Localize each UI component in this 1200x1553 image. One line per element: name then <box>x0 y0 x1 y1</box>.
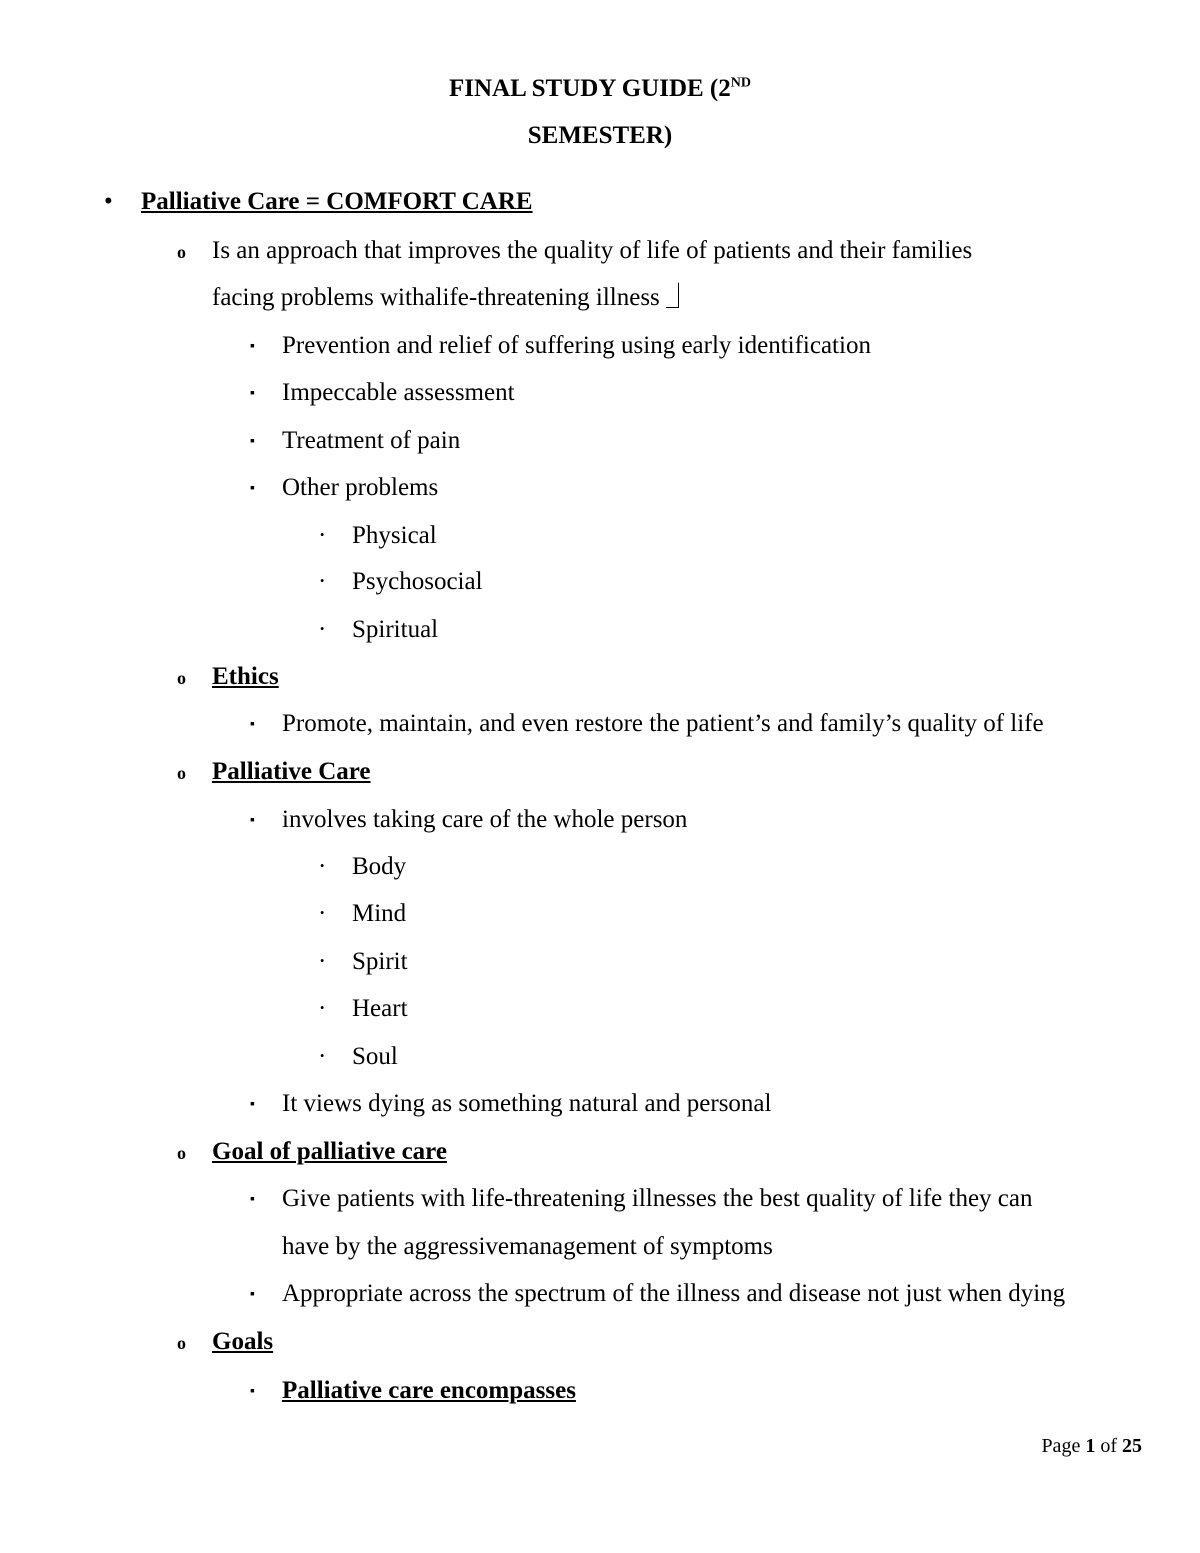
bullet-dot: · <box>318 522 327 549</box>
bullet-dot: · <box>318 948 327 975</box>
list-item: Spirit <box>352 948 408 975</box>
list-item: Other problems <box>282 474 439 501</box>
bullet-square: ▪ <box>250 1097 255 1112</box>
bullet-square: ▪ <box>250 481 255 496</box>
list-item: Heart <box>352 995 408 1022</box>
bullet-dot: · <box>318 853 327 880</box>
footer-page-number: 1 <box>1085 1435 1096 1457</box>
bullet-square: ▪ <box>250 813 255 828</box>
list-item: Appropriate across the spectrum of the illness and disease not just when dying <box>282 1280 1066 1307</box>
list-item: Give patients with life-threatening illnesses the best quality of life they can <box>282 1185 1033 1212</box>
bullet-dot: · <box>318 900 327 927</box>
heading-goals: Goals <box>212 1328 274 1355</box>
bullet-circle: o <box>177 668 186 688</box>
list-item: Psychosocial <box>352 568 483 595</box>
list-item-continuation: facing problems withalife-threatening illness ⏌ <box>212 284 692 311</box>
title-superscript: ND <box>730 75 751 91</box>
bullet-disc: • <box>104 188 113 215</box>
heading-palliative-comfort-care: Palliative Care = COMFORT CARE <box>141 188 533 215</box>
bullet-circle: o <box>177 1333 186 1353</box>
bullet-square: ▪ <box>250 1192 255 1207</box>
list-item: Is an approach that improves the quality of life of patients and their families <box>212 237 973 264</box>
bullet-dot: · <box>318 616 327 643</box>
list-item: Treatment of pain <box>282 427 461 454</box>
footer-total-pages: 25 <box>1122 1435 1142 1457</box>
bullet-circle: o <box>177 1143 186 1163</box>
bullet-dot: · <box>318 995 327 1022</box>
heading-palliative-care-encompasses: Palliative care encompasses <box>282 1377 576 1404</box>
footer-page-word: Page <box>1041 1435 1081 1457</box>
bullet-dot: · <box>318 568 327 595</box>
footer-of-word: of <box>1100 1435 1117 1457</box>
bullet-square: ▪ <box>250 1384 255 1399</box>
page-title <box>0 74 1200 104</box>
heading-palliative-care: Palliative Care <box>212 758 371 785</box>
list-item: It views dying as something natural and personal <box>282 1090 772 1117</box>
list-item: Spiritual <box>352 616 439 643</box>
bullet-square: ▪ <box>250 386 255 401</box>
bullet-square: ▪ <box>250 717 255 732</box>
heading-ethics: Ethics <box>212 663 279 690</box>
list-item: Prevention and relief of suffering using early identification <box>282 332 871 359</box>
heading-goal-of-palliative-care: Goal of palliative care <box>212 1138 447 1165</box>
list-item: Mind <box>352 900 407 927</box>
list-item: Soul <box>352 1043 398 1070</box>
bullet-square: ▪ <box>250 1287 255 1302</box>
list-item: Physical <box>352 522 437 549</box>
list-item: Body <box>352 853 407 880</box>
bullet-dot: · <box>318 1043 327 1070</box>
bullet-circle: o <box>177 242 186 262</box>
title-line-1: FINAL STUDY GUIDE (2 <box>449 75 731 102</box>
page-title-line-2: SEMESTER) <box>527 122 673 149</box>
list-item-continuation: have by the aggressivemanagement of symptoms <box>282 1233 773 1260</box>
bullet-square: ▪ <box>250 339 255 354</box>
bullet-square: ▪ <box>250 434 255 449</box>
list-item: Promote, maintain, and even restore the patient’s and family’s quality of life <box>282 710 1044 737</box>
bullet-circle: o <box>177 763 186 783</box>
page-footer <box>1041 1433 1142 1459</box>
list-item: Impeccable assessment <box>282 379 515 406</box>
list-item: involves taking care of the whole person <box>282 806 688 833</box>
